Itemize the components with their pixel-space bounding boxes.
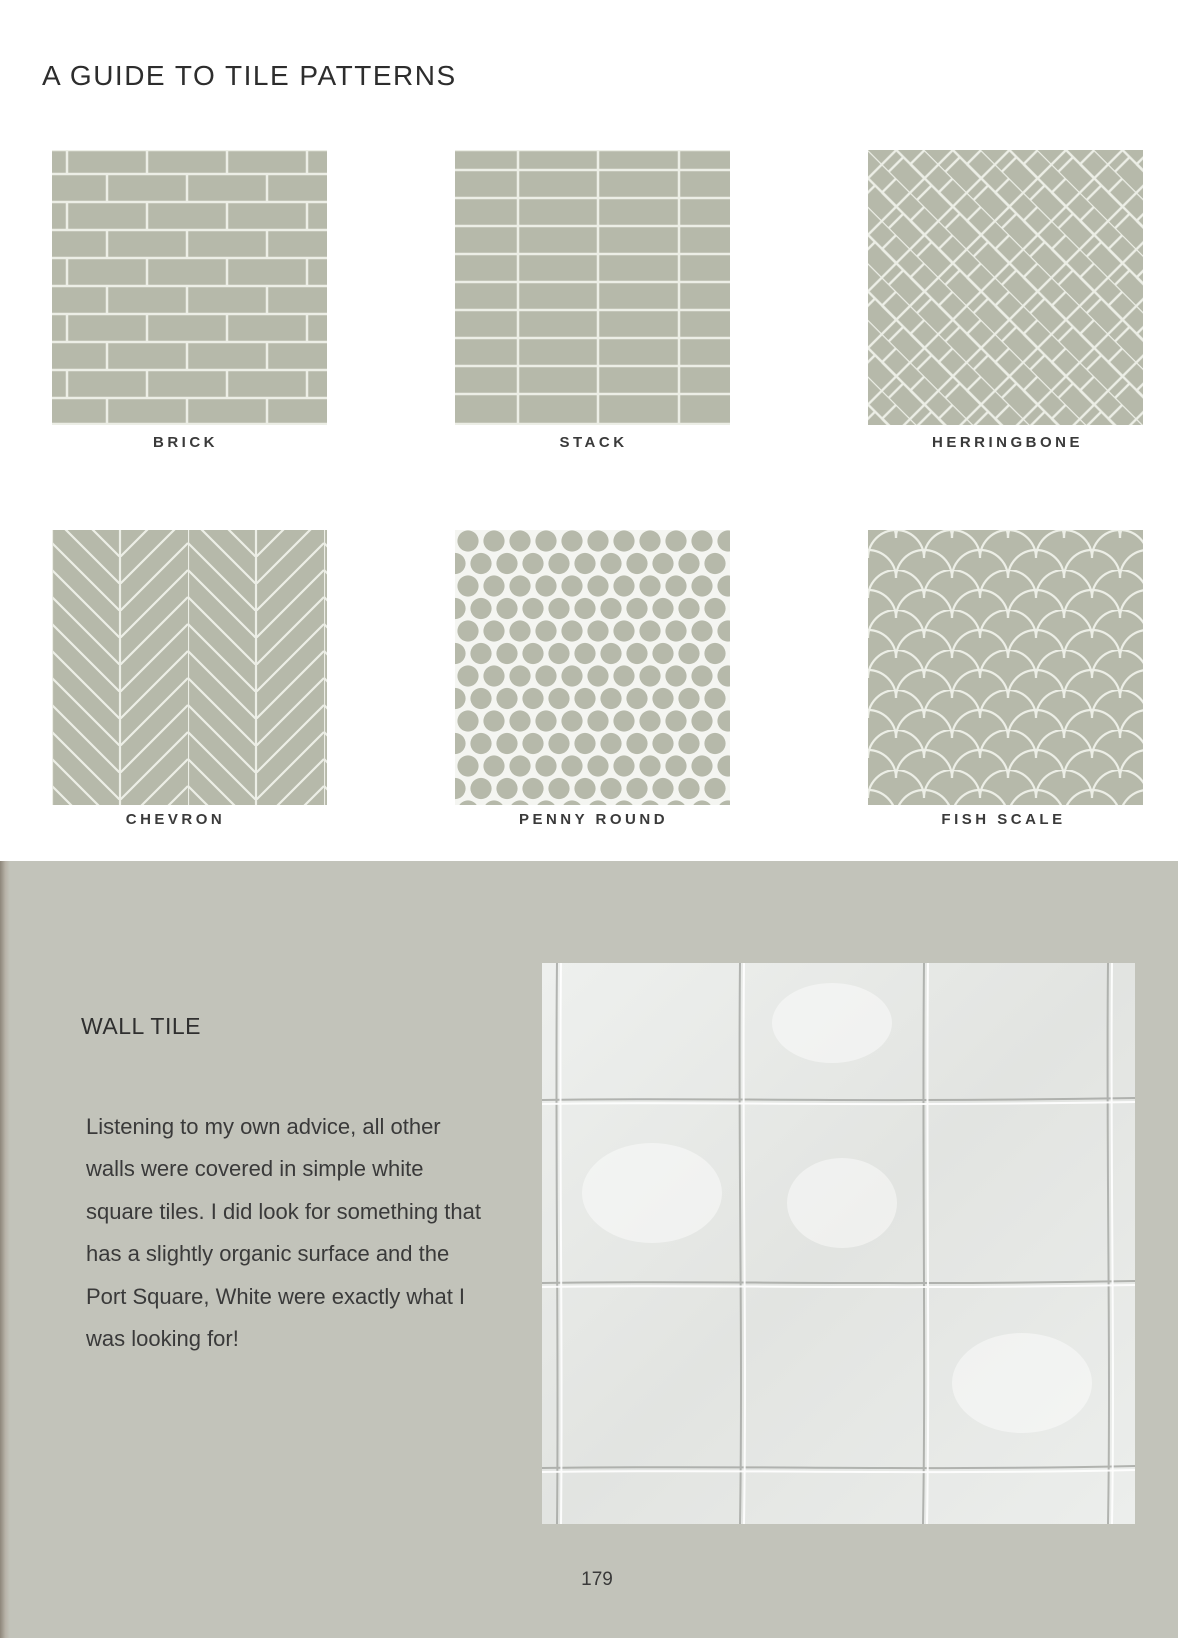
brick-pattern-swatch xyxy=(52,150,327,425)
wall-tile-heading: WALL TILE xyxy=(81,1013,201,1039)
page-title: A GUIDE TO TILE PATTERNS xyxy=(42,60,457,91)
penny-round-pattern-swatch xyxy=(455,530,730,805)
pattern-label-stack: STACK xyxy=(559,434,628,451)
chevron-pattern-swatch xyxy=(52,530,327,805)
pattern-label-penny-round: PENNY ROUND xyxy=(518,811,669,828)
pattern-label-herringbone: HERRINGBONE xyxy=(931,434,1083,451)
stack-pattern-swatch xyxy=(455,150,730,425)
white-square-tile-photo xyxy=(542,963,1135,1524)
herringbone-pattern-swatch xyxy=(868,150,1143,425)
wall-tile-body: Listening to my own advice, all other walls were covered in simple white square tiles. I did look for something that has a slightly organic surface and the Port Square, White were exactly what I was looking for! xyxy=(86,1114,481,1352)
pattern-label-chevron: CHEVRON xyxy=(125,811,226,828)
pattern-label-brick: BRICK xyxy=(153,434,218,451)
left-edge-texture xyxy=(0,861,10,1638)
fish-scale-pattern-swatch xyxy=(868,530,1143,805)
wall-tile-section xyxy=(0,861,1178,1638)
page-number: 179 xyxy=(581,1569,613,1590)
pattern-label-fish-scale: FISH SCALE xyxy=(941,811,1066,828)
